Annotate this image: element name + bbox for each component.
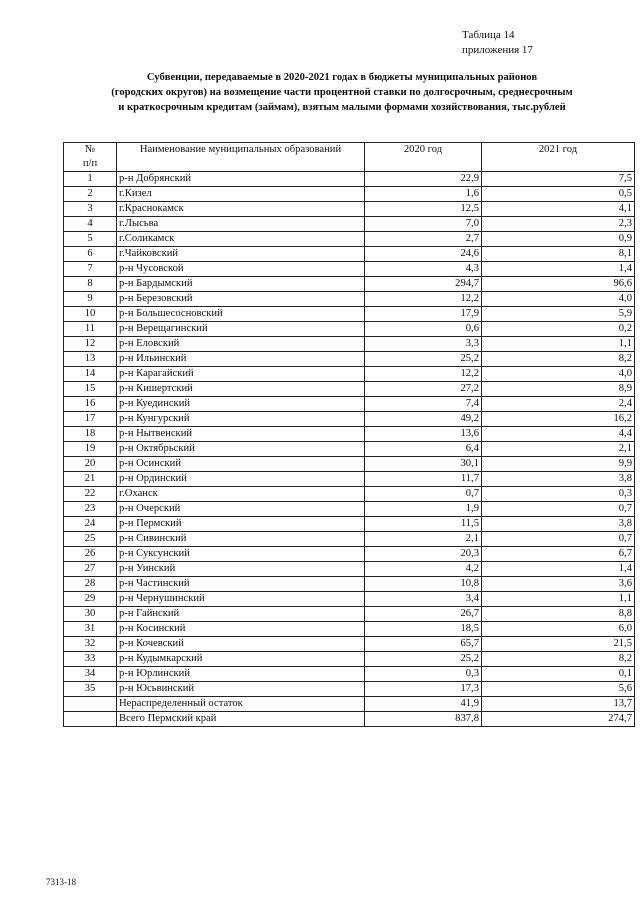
table-row <box>64 637 635 652</box>
row-number: 35 <box>64 682 117 697</box>
row-value-2021: 1,1 <box>482 337 635 352</box>
row-value-2021: 2,4 <box>482 397 635 412</box>
table-row <box>64 202 635 217</box>
row-value-2021: 0,7 <box>482 502 635 517</box>
document-code: 7313-18 <box>46 877 76 887</box>
row-municipality: р-н Суксунский <box>117 547 365 562</box>
row-number: 9 <box>64 292 117 307</box>
row-number: 8 <box>64 277 117 292</box>
row-municipality: р-н Осинский <box>117 457 365 472</box>
table-row <box>64 427 635 442</box>
table-row <box>64 382 635 397</box>
row-value-2020: 49,2 <box>365 412 482 427</box>
row-number: 16 <box>64 397 117 412</box>
row-municipality: г.Краснокамск <box>117 202 365 217</box>
row-value-2020: 1,6 <box>365 187 482 202</box>
row-value-2020: 10,8 <box>365 577 482 592</box>
row-value-2021: 3,8 <box>482 517 635 532</box>
header-number-line1: № <box>84 144 96 155</box>
row-value-2020: 22,9 <box>365 172 482 187</box>
row-value-2021: 16,2 <box>482 412 635 427</box>
row-municipality: р-н Ординский <box>117 472 365 487</box>
row-value-2020: 0,7 <box>365 487 482 502</box>
row-value-2021: 5,9 <box>482 307 635 322</box>
table-row <box>64 247 635 262</box>
table-row <box>64 367 635 382</box>
row-municipality: р-н Чернушинский <box>117 592 365 607</box>
row-value-2021: 0,1 <box>482 667 635 682</box>
row-municipality: р-н Пермский <box>117 517 365 532</box>
header-number <box>64 143 117 172</box>
row-number: 11 <box>64 322 117 337</box>
table-row <box>64 517 635 532</box>
table-row <box>64 397 635 412</box>
row-municipality: г.Чайковский <box>117 247 365 262</box>
row-value-2020: 24,6 <box>365 247 482 262</box>
row-value-2020: 13,6 <box>365 427 482 442</box>
table-row <box>64 682 635 697</box>
row-number: 34 <box>64 667 117 682</box>
document-title <box>72 70 612 115</box>
row-number: 2 <box>64 187 117 202</box>
subventions-table <box>63 142 635 727</box>
row-municipality: р-н Большесосновский <box>117 307 365 322</box>
table-number: Таблица 14 <box>462 29 515 41</box>
row-municipality: Всего Пермский край <box>117 712 365 727</box>
row-number: 20 <box>64 457 117 472</box>
table-row <box>64 502 635 517</box>
row-value-2020: 65,7 <box>365 637 482 652</box>
table-row <box>64 352 635 367</box>
table-row <box>64 547 635 562</box>
table-row <box>64 592 635 607</box>
row-value-2021: 4,1 <box>482 202 635 217</box>
row-value-2020: 7,0 <box>365 217 482 232</box>
row-number <box>64 712 117 727</box>
row-municipality: р-н Частинский <box>117 577 365 592</box>
row-municipality: г.Соликамск <box>117 232 365 247</box>
row-municipality: р-н Кочевский <box>117 637 365 652</box>
row-municipality: р-н Нытвенский <box>117 427 365 442</box>
table-row <box>64 277 635 292</box>
row-municipality: р-н Чусовской <box>117 262 365 277</box>
row-number <box>64 697 117 712</box>
title-line-2: (городских округов) на возмещение части процентной ставки по долгосрочным, среднесрочным <box>111 87 573 98</box>
row-number: 1 <box>64 172 117 187</box>
row-value-2020: 3,3 <box>365 337 482 352</box>
row-value-2020: 25,2 <box>365 652 482 667</box>
row-number: 23 <box>64 502 117 517</box>
row-value-2021: 8,2 <box>482 352 635 367</box>
table-row <box>64 442 635 457</box>
row-number: 13 <box>64 352 117 367</box>
row-number: 12 <box>64 337 117 352</box>
row-municipality: р-н Добрянский <box>117 172 365 187</box>
row-number: 29 <box>64 592 117 607</box>
row-municipality: р-н Бардымский <box>117 277 365 292</box>
row-number: 33 <box>64 652 117 667</box>
row-number: 15 <box>64 382 117 397</box>
row-value-2020: 26,7 <box>365 607 482 622</box>
row-value-2021: 3,6 <box>482 577 635 592</box>
row-value-2020: 3,4 <box>365 592 482 607</box>
row-value-2021: 0,5 <box>482 187 635 202</box>
row-municipality: р-н Карагайский <box>117 367 365 382</box>
header-2021: 2021 год <box>482 143 635 172</box>
table-row <box>64 472 635 487</box>
row-value-2020: 17,3 <box>365 682 482 697</box>
row-value-2020: 12,2 <box>365 292 482 307</box>
table-body <box>64 172 635 727</box>
row-municipality: р-н Верещагинский <box>117 322 365 337</box>
row-value-2021: 0,2 <box>482 322 635 337</box>
table-row <box>64 457 635 472</box>
table-row <box>64 292 635 307</box>
table-row <box>64 532 635 547</box>
title-line-3: и краткосрочным кредитам (займам), взятым малыми формами хозяйствования, тыс.рублей <box>118 102 566 113</box>
table-row <box>64 577 635 592</box>
row-municipality: Нераспределенный остаток <box>117 697 365 712</box>
row-value-2021: 4,4 <box>482 427 635 442</box>
row-value-2020: 12,5 <box>365 202 482 217</box>
row-number: 19 <box>64 442 117 457</box>
row-number: 3 <box>64 202 117 217</box>
row-municipality: р-н Сивинский <box>117 532 365 547</box>
row-number: 31 <box>64 622 117 637</box>
row-number: 22 <box>64 487 117 502</box>
row-value-2021: 1,4 <box>482 262 635 277</box>
row-municipality: р-н Гайнский <box>117 607 365 622</box>
row-number: 25 <box>64 532 117 547</box>
row-municipality: г.Оханск <box>117 487 365 502</box>
row-value-2020: 25,2 <box>365 352 482 367</box>
row-number: 10 <box>64 307 117 322</box>
row-value-2021: 4,0 <box>482 292 635 307</box>
row-value-2021: 8,9 <box>482 382 635 397</box>
row-value-2020: 6,4 <box>365 442 482 457</box>
row-value-2021: 6,7 <box>482 547 635 562</box>
row-number: 30 <box>64 607 117 622</box>
appendix-reference <box>462 28 533 58</box>
row-municipality: р-н Еловский <box>117 337 365 352</box>
header-number-line2: п/п <box>82 158 98 169</box>
row-municipality: р-н Юсьвинский <box>117 682 365 697</box>
row-value-2020: 41,9 <box>365 697 482 712</box>
row-municipality: р-н Юрлинский <box>117 667 365 682</box>
table-row <box>64 187 635 202</box>
row-municipality: р-н Березовский <box>117 292 365 307</box>
row-value-2020: 12,2 <box>365 367 482 382</box>
table-row <box>64 262 635 277</box>
appendix-number: приложения 17 <box>462 44 533 56</box>
table-row <box>64 712 635 727</box>
row-value-2020: 294,7 <box>365 277 482 292</box>
row-number: 4 <box>64 217 117 232</box>
table-row <box>64 622 635 637</box>
row-value-2021: 6,0 <box>482 622 635 637</box>
row-municipality: р-н Косинский <box>117 622 365 637</box>
table-header-row <box>64 143 635 172</box>
row-value-2021: 0,7 <box>482 532 635 547</box>
row-number: 28 <box>64 577 117 592</box>
row-number: 5 <box>64 232 117 247</box>
row-value-2021: 8,2 <box>482 652 635 667</box>
row-municipality: р-н Куединский <box>117 397 365 412</box>
row-value-2020: 0,6 <box>365 322 482 337</box>
table-row <box>64 697 635 712</box>
row-value-2020: 2,1 <box>365 532 482 547</box>
row-number: 27 <box>64 562 117 577</box>
row-value-2020: 0,3 <box>365 667 482 682</box>
table-row <box>64 607 635 622</box>
row-municipality: р-н Кудымкарский <box>117 652 365 667</box>
row-value-2021: 7,5 <box>482 172 635 187</box>
row-municipality: р-н Октябрьский <box>117 442 365 457</box>
row-value-2020: 20,3 <box>365 547 482 562</box>
row-number: 26 <box>64 547 117 562</box>
row-municipality: р-н Очерский <box>117 502 365 517</box>
title-line-1: Субвенции, передаваемые в 2020-2021 годах в бюджеты муниципальных районов <box>146 72 538 83</box>
row-municipality: г.Кизел <box>117 187 365 202</box>
row-value-2020: 17,9 <box>365 307 482 322</box>
header-2020: 2020 год <box>365 143 482 172</box>
row-value-2021: 5,6 <box>482 682 635 697</box>
table-row <box>64 412 635 427</box>
table-row <box>64 232 635 247</box>
row-number: 32 <box>64 637 117 652</box>
row-value-2021: 96,6 <box>482 277 635 292</box>
row-value-2021: 274,7 <box>482 712 635 727</box>
row-value-2020: 27,2 <box>365 382 482 397</box>
row-municipality: р-н Кунгурский <box>117 412 365 427</box>
row-value-2021: 3,8 <box>482 472 635 487</box>
row-value-2021: 13,7 <box>482 697 635 712</box>
row-number: 21 <box>64 472 117 487</box>
table-row <box>64 337 635 352</box>
row-value-2021: 0,3 <box>482 487 635 502</box>
row-value-2021: 0,9 <box>482 232 635 247</box>
row-value-2020: 7,4 <box>365 397 482 412</box>
row-number: 14 <box>64 367 117 382</box>
row-municipality: р-н Уинский <box>117 562 365 577</box>
row-value-2020: 837,8 <box>365 712 482 727</box>
row-value-2021: 1,1 <box>482 592 635 607</box>
row-number: 24 <box>64 517 117 532</box>
row-value-2021: 8,1 <box>482 247 635 262</box>
row-value-2021: 8,8 <box>482 607 635 622</box>
row-value-2020: 11,7 <box>365 472 482 487</box>
table-row <box>64 307 635 322</box>
row-value-2020: 1,9 <box>365 502 482 517</box>
table-row <box>64 562 635 577</box>
row-municipality: г.Лысьва <box>117 217 365 232</box>
row-number: 17 <box>64 412 117 427</box>
row-value-2020: 4,2 <box>365 562 482 577</box>
row-value-2020: 4,3 <box>365 262 482 277</box>
row-value-2020: 30,1 <box>365 457 482 472</box>
row-number: 6 <box>64 247 117 262</box>
table-row <box>64 487 635 502</box>
row-value-2021: 21,5 <box>482 637 635 652</box>
row-value-2021: 9,9 <box>482 457 635 472</box>
row-value-2021: 2,3 <box>482 217 635 232</box>
row-municipality: р-н Ильинский <box>117 352 365 367</box>
row-value-2021: 1,4 <box>482 562 635 577</box>
row-number: 7 <box>64 262 117 277</box>
table-row <box>64 172 635 187</box>
table-row <box>64 652 635 667</box>
row-number: 18 <box>64 427 117 442</box>
row-value-2020: 2,7 <box>365 232 482 247</box>
table-row <box>64 217 635 232</box>
header-name: Наименование муниципальных образований <box>117 143 365 172</box>
table-row <box>64 667 635 682</box>
row-municipality: р-н Кишертский <box>117 382 365 397</box>
row-value-2020: 18,5 <box>365 622 482 637</box>
row-value-2021: 2,1 <box>482 442 635 457</box>
table-row <box>64 322 635 337</box>
row-value-2020: 11,5 <box>365 517 482 532</box>
row-value-2021: 4,0 <box>482 367 635 382</box>
